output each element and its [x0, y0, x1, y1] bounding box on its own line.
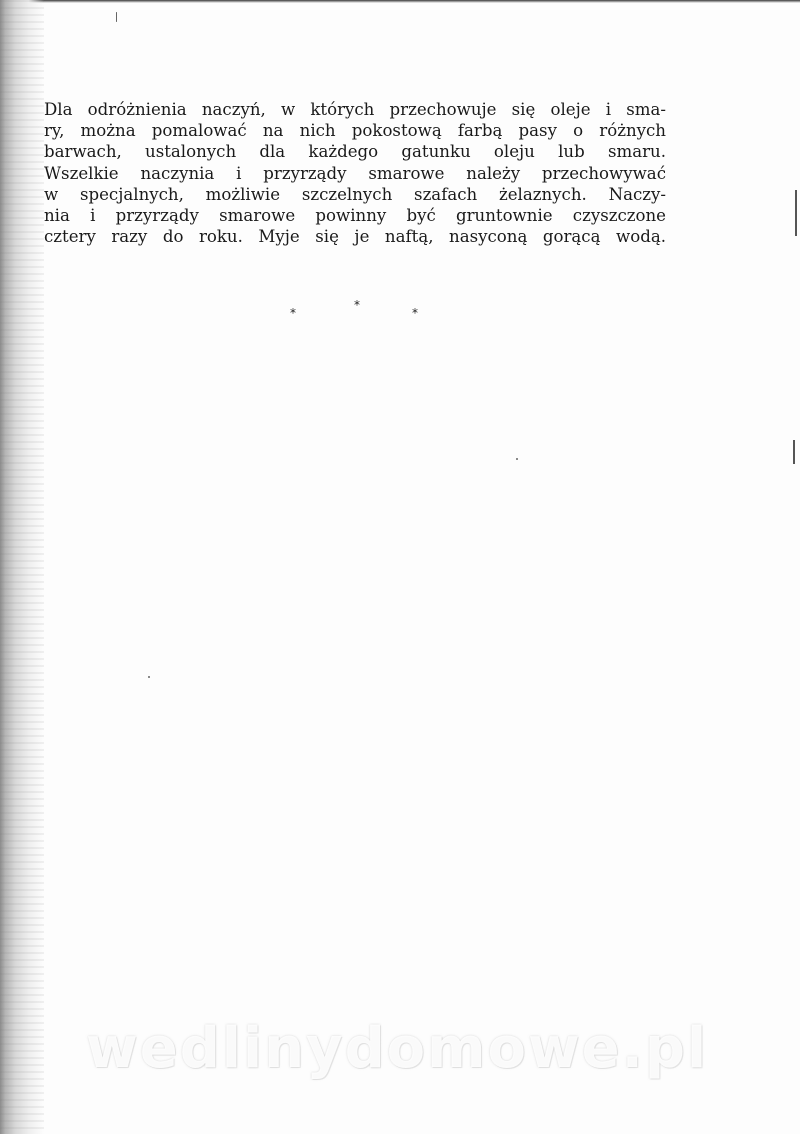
- scan-mark: [793, 440, 795, 464]
- paper-speck: [148, 676, 150, 678]
- scan-mark: [795, 190, 797, 236]
- paragraph-line: Wszelkie naczynia i przyrządy smarowe należy przechowywać: [44, 163, 666, 183]
- asterisk-middle: *: [354, 298, 360, 312]
- asterisk-left: *: [290, 306, 296, 320]
- site-watermark: wedlinydomowe.pl: [86, 1016, 709, 1081]
- asterism-separator: [280, 296, 440, 326]
- paragraph-line: Dla odróżnienia naczyń, w których przechowuje się oleje i sma-: [44, 100, 666, 119]
- body-paragraph: [44, 99, 666, 247]
- asterisk-right: *: [412, 306, 418, 320]
- page-top-edge: [0, 0, 800, 3]
- paragraph-line: w specjalnych, możliwie szczelnych szafach żelaznych. Naczy-: [44, 184, 666, 204]
- paragraph-line: cztery razy do roku. Myje się je naftą, nasyconą gorącą wodą.: [44, 227, 666, 247]
- paper-speck: [516, 458, 518, 460]
- paper-speck: [116, 12, 117, 22]
- paragraph-line: ry, można pomalować na nich pokostową farbą pasy o różnych: [44, 121, 666, 141]
- paragraph-line: nia i przyrządy smarowe powinny być gruntownie czyszczone: [44, 206, 666, 226]
- paragraph-line: barwach, ustalonych dla każdego gatunku oleju lub smaru.: [44, 142, 666, 162]
- book-binding-shadow: [0, 0, 44, 1134]
